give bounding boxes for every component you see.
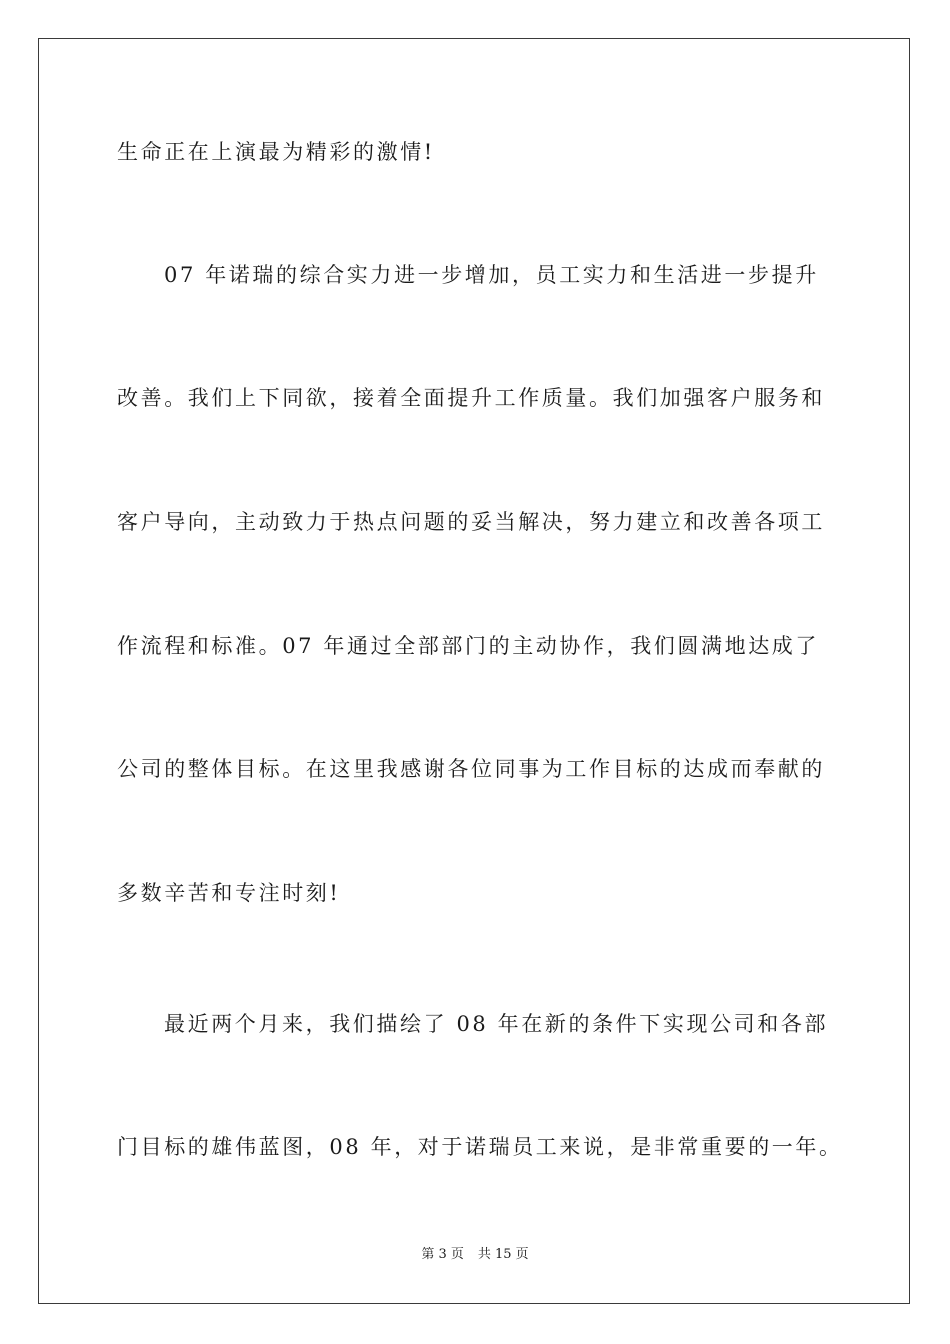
paragraph-start-line: 07 年诺瑞的综合实力进一步增加，员工实力和生活进一步提升	[164, 263, 819, 287]
page-total: 共 15 页	[477, 1247, 529, 1262]
text-line: 公司的整体目标。在这里我感谢各位同事为工作目标的达成而奉献的	[117, 757, 825, 781]
text-line: 多数辛苦和专注时刻!	[117, 881, 341, 905]
paragraph-start-line: 最近两个月来，我们描绘了 08 年在新的条件下实现公司和各部	[164, 1012, 829, 1036]
text-line: 门目标的雄伟蓝图，08 年，对于诺瑞员工来说，是非常重要的一年。	[117, 1135, 843, 1159]
text-line: 作流程和标准。07 年通过全部部门的主动协作，我们圆满地达成了	[117, 634, 819, 658]
page-frame	[38, 38, 910, 1304]
page-footer	[0, 1247, 950, 1263]
text-line: 客户导向，主动致力于热点问题的妥当解决，努力建立和改善各项工	[117, 510, 825, 534]
page-number: 第 3 页	[421, 1247, 464, 1262]
text-line: 生命正在上演最为精彩的激情!	[117, 140, 435, 164]
text-line: 改善。我们上下同欲，接着全面提升工作质量。我们加强客户服务和	[117, 386, 825, 410]
